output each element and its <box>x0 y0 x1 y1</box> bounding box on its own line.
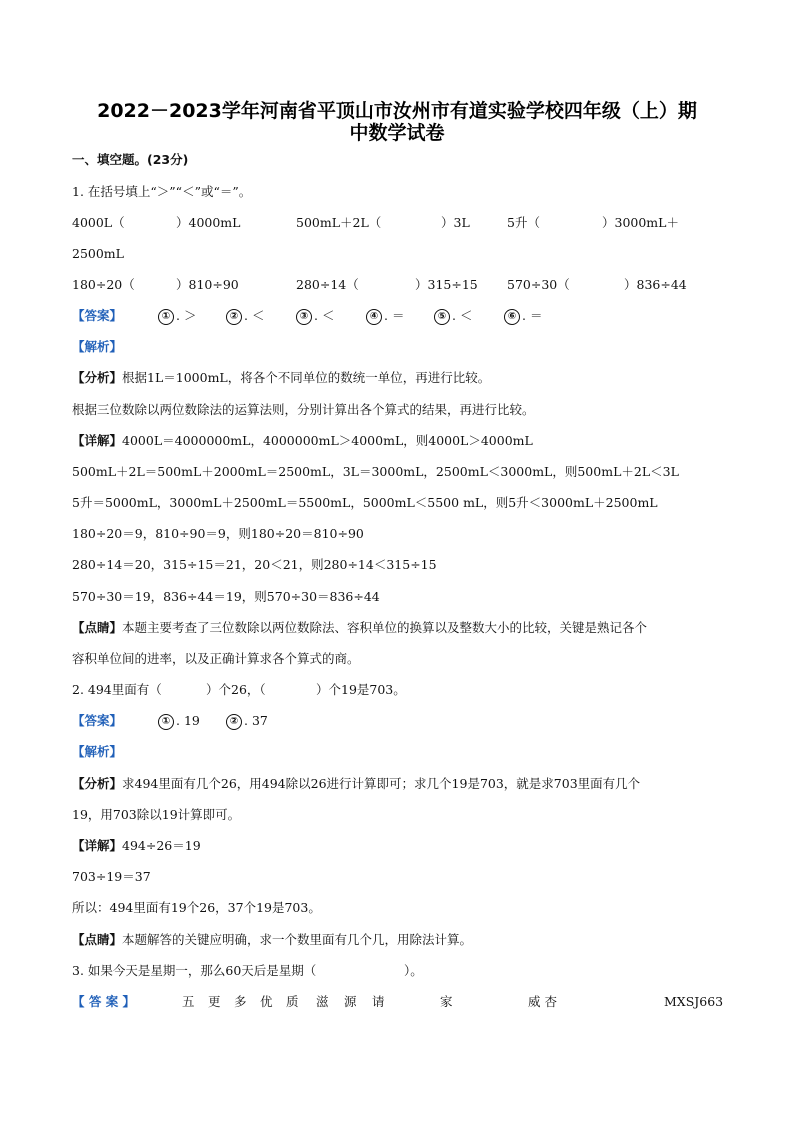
q2-comment: 【点睛】本题解答的关键应明确，求一个数里面有几个几，用除法计算。 <box>72 932 473 947</box>
q1-fenxi: 【分析】根据1L＝1000mL，将各个不同单位的数统一单位，再进行比较。 <box>72 370 491 385</box>
q3-answer-char: 请 <box>372 994 385 1009</box>
q1-r1-g: 2500mL <box>72 246 124 261</box>
q3-prompt-a: 3. 如果今天是星期一，那么60天后是星期（ <box>72 963 317 978</box>
q1-detail5: 280÷14＝20，315÷15＝21，20＜21，则280÷14＜315÷15 <box>72 557 437 572</box>
q1-r2-d: ）315÷15 <box>415 277 478 292</box>
q3-code: MXSJ663 <box>664 994 724 1009</box>
q1-answer-4: ④ . ＝ <box>366 308 404 325</box>
q1-analysis-tag: 【解析】 <box>72 339 123 354</box>
q1-detail1: 【详解】4000L＝4000000mL，4000000mL＞4000mL，则4000L＞4000mL <box>72 433 533 448</box>
q2-analysis-tag: 【解析】 <box>72 744 123 759</box>
q2-answer-tag: 【答案】 <box>72 713 123 728</box>
circled-number-icon: ① <box>158 714 174 730</box>
q1-r2-f: ）836÷44 <box>624 277 687 292</box>
q3-answer-char: 五 <box>182 994 195 1009</box>
q3-answer-char: 质 <box>286 994 299 1009</box>
q2-prompt-c: ）个19是703。 <box>316 682 406 697</box>
circled-number-icon: ⑥ <box>504 309 520 325</box>
q1-answer-tag: 【答案】 <box>72 308 123 323</box>
circled-number-icon: ② <box>226 309 242 325</box>
q1-r2-c: 280÷14（ <box>296 277 359 292</box>
q2-fenxi1: 【分析】求494里面有几个26，用494除以26进行计算即可；求几个19是703，就是求703里面有几个 <box>72 776 641 791</box>
page-title-line2: 中数学试卷 <box>349 122 445 144</box>
q1-answer-5: ⑤ . ＜ <box>434 308 472 325</box>
q1-detail2: 500mL＋2L＝500mL＋2000mL＝2500mL，3L＝3000mL，2500mL＜3000mL，则500mL＋2L＜3L <box>72 464 679 479</box>
q2-prompt-b: ）个26，（ <box>206 682 266 697</box>
q1-detail3: 5升＝5000mL，3000mL＋2500mL＝5500mL，5000mL＜5500 mL，则5升＜3000mL＋2500mL <box>72 495 658 510</box>
q1-comment2: 容积单位间的进率，以及正确计算求各个算式的商。 <box>72 651 360 666</box>
q1-r1-e: 5升（ <box>507 215 540 230</box>
q3-extra-1: 家 <box>440 994 453 1009</box>
q2-detail2: 703÷19＝37 <box>72 869 151 884</box>
q1-r1-c: 500mL＋2L（ <box>296 215 382 230</box>
q1-r2-a: 180÷20（ <box>72 277 135 292</box>
q1-r2-e: 570÷30（ <box>507 277 570 292</box>
q1-r1-d: ）3L <box>441 215 470 230</box>
q3-answer-char: 优 <box>260 994 273 1009</box>
q3-prompt-b: ）。 <box>404 963 423 978</box>
q1-answer-3: ③ . ＜ <box>296 308 334 325</box>
q2-fenxi2: 19，用703除以19计算即可。 <box>72 807 241 822</box>
q3-answer-char: 滋 <box>316 994 329 1009</box>
q3-answer-char: 源 <box>344 994 357 1009</box>
section-heading: 一、填空题。(23分) <box>72 152 189 167</box>
q2-detail1: 【详解】494÷26＝19 <box>72 838 201 853</box>
q1-r1-a: 4000L（ <box>72 215 125 230</box>
circled-number-icon: ④ <box>366 309 382 325</box>
q1-fenxi2: 根据三位数除以两位数除法的运算法则，分别计算出各个算式的结果，再进行比较。 <box>72 402 535 417</box>
circled-number-icon: ① <box>158 309 174 325</box>
page-title-line1: 2022－2023学年河南省平顶山市汝州市有道实验学校四年级（上）期 <box>97 100 697 122</box>
circled-number-icon: ③ <box>296 309 312 325</box>
q1-detail6: 570÷30＝19，836÷44＝19，则570÷30＝836÷44 <box>72 589 380 604</box>
q2-prompt-a: 2. 494里面有（ <box>72 682 162 697</box>
q1-r1-b: ）4000mL <box>176 215 241 230</box>
q1-answer-6: ⑥ . ＝ <box>504 308 542 325</box>
q3-answer-char: 多 <box>234 994 247 1009</box>
q3-answer-char: 更 <box>208 994 221 1009</box>
q1-answer-1: ① . ＞ <box>158 308 196 325</box>
q1-detail4: 180÷20＝9，810÷90＝9，则180÷20＝810÷90 <box>72 526 364 541</box>
q3-extra-2: 威 杏 <box>528 994 557 1009</box>
q1-r2-b: ）810÷90 <box>176 277 239 292</box>
q2-answer-2: ② . 37 <box>226 713 268 730</box>
q1-answer-2: ② . ＜ <box>226 308 264 325</box>
circled-number-icon: ② <box>226 714 242 730</box>
q2-detail3: 所以：494里面有19个26，37个19是703。 <box>72 900 321 915</box>
q1-comment1: 【点睛】本题主要考查了三位数除以两位数除法、容积单位的换算以及整数大小的比较，关键是熟记各个 <box>72 620 648 635</box>
q2-answer-1: ① . 19 <box>158 713 200 730</box>
q3-answer-tag: 【 答 案 】 <box>72 994 136 1009</box>
q1-r1-f: ）3000mL＋ <box>602 215 679 230</box>
q1-prompt: 1. 在括号填上“＞”“＜”或“＝”。 <box>72 184 252 199</box>
circled-number-icon: ⑤ <box>434 309 450 325</box>
